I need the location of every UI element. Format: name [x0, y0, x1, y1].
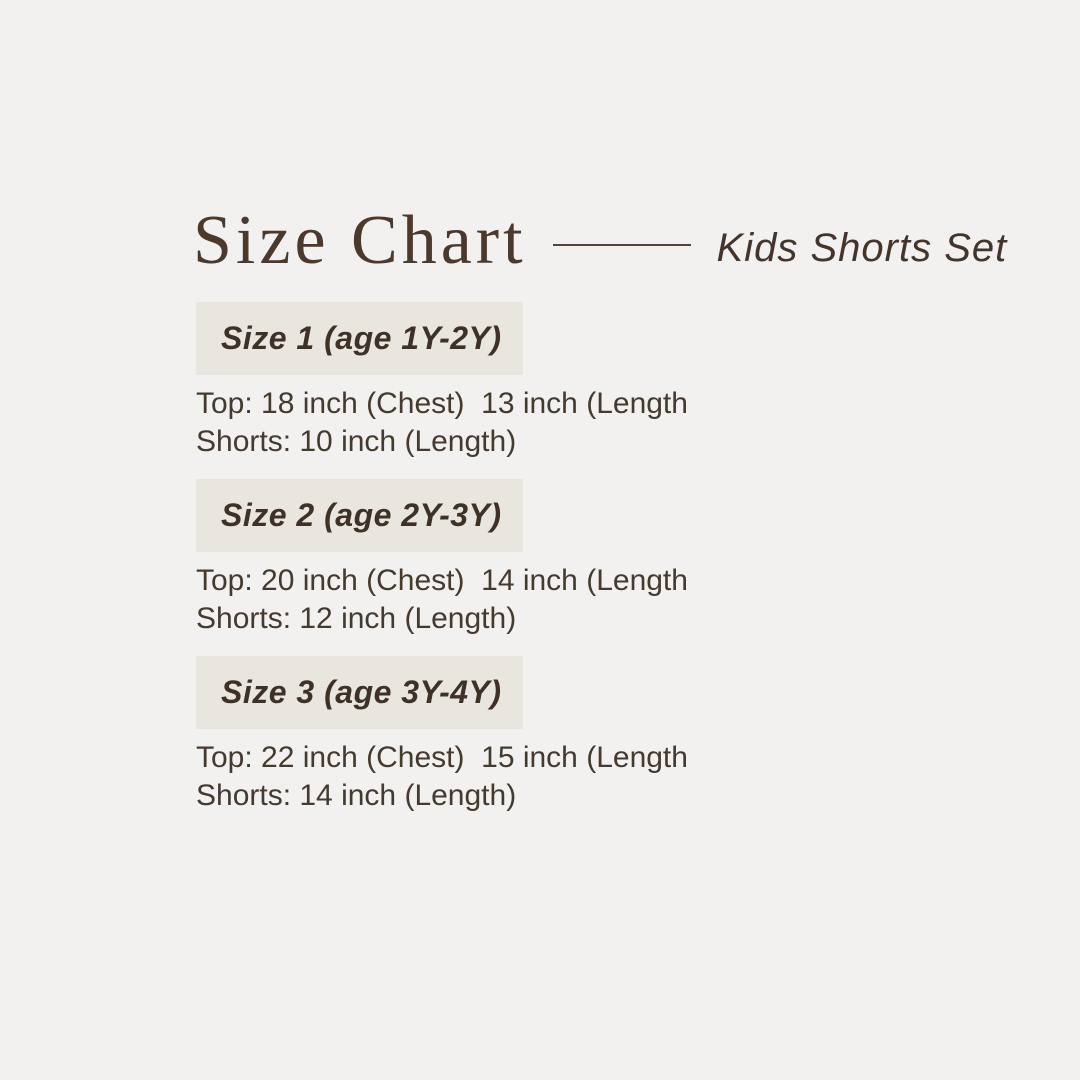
product-subtitle: Kids Shorts Set	[716, 225, 1008, 270]
size-2-top-measurements: Top: 20 inch (Chest) 14 inch (Length	[196, 564, 688, 597]
size-1-label-box	[196, 302, 523, 375]
size-1-shorts-measurements: Shorts: 10 inch (Length)	[196, 425, 517, 458]
size-3-top-measurements: Top: 22 inch (Chest) 15 inch (Length	[196, 741, 688, 774]
size-2-label: Size 2 (age 2Y-3Y)	[221, 497, 502, 533]
size-section-1	[196, 302, 756, 461]
header	[193, 202, 1008, 279]
size-2-label-box	[196, 479, 523, 552]
size-1-label: Size 1 (age 1Y-2Y)	[221, 320, 502, 356]
size-3-label: Size 3 (age 3Y-4Y)	[221, 674, 502, 710]
size-section-2	[196, 479, 756, 638]
divider-line	[553, 244, 691, 246]
size-2-shorts-measurements: Shorts: 12 inch (Length)	[196, 602, 517, 635]
size-1-top-measurements: Top: 18 inch (Chest) 13 inch (Length	[196, 387, 688, 420]
size-3-label-box	[196, 656, 523, 729]
size-3-shorts-measurements: Shorts: 14 inch (Length)	[196, 779, 517, 812]
size-section-3	[196, 656, 756, 815]
page-title: Size Chart	[193, 202, 527, 279]
